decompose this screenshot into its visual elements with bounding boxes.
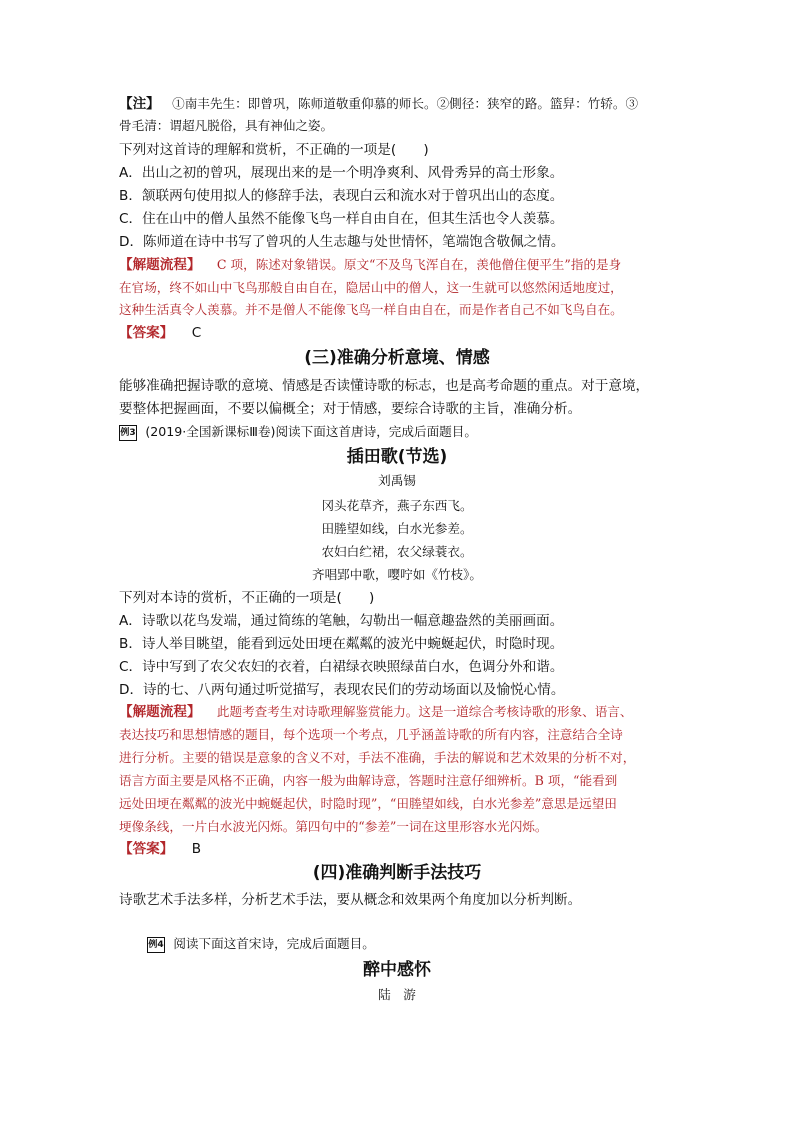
ex3-analysis-label: 【解题流程】 [119,704,201,720]
note-text-1: ①南丰先生：即曾巩，陈师道敬重仰慕的师长。②側径：狭窄的路。篮舁：竹轿。③ [172,96,639,111]
ex3-poem-title: 插田歌(节选) [346,447,448,467]
ex3-answer [119,839,201,859]
q1-analysis-line-1 [119,255,621,275]
q1-option-c: C．住在山中的僧人虽然不能像飞鸟一样自由自在，但其生活也令人羡慕。 [119,211,564,227]
ex4-prompt-line [147,934,375,954]
ex3-option-d: D．诗的七、八两句通过听觉描写，表现农民们的劳动场面以及愉悦心情。 [119,682,565,698]
ex3-prompt-line [119,422,477,442]
ex3-analysis-text-1: 此题考查考生对诗歌理解鉴赏能力。这是一道综合考核诗歌的形象、语言、 [216,704,633,719]
section3-intro-2: 要整体把握画面，不要以偏概全；对于情感，要综合诗歌的主旨，准确分析。 [119,401,582,417]
ex3-analysis-line-2: 表达技巧和思想情感的题目，每个选项一个考点，几乎涵盖诗歌的所有内容，注意结合全诗 [119,727,623,742]
ex3-prompt: (2019·全国新课标Ⅲ卷)阅读下面这首唐诗，完成后面题目。 [145,424,477,439]
ex3-tag: 例3 [119,425,137,441]
ex4-tag: 例4 [147,937,165,953]
ex3-poem-line-4: 齐唱郢中歌，嘤咛如《竹枝》。 [311,567,482,582]
ex3-poem-line-3: 农妇白纻裙，农父绿蓑衣。 [321,544,473,559]
q1-option-d: D．陈师道在诗中书写了曾巩的人生志趣与处世情怀，笔端饱含敬佩之情。 [119,234,565,250]
q1-analysis-label: 【解题流程】 [119,257,201,273]
q1-option-b: B．颔联两句使用拟人的修辞手法，表现白云和流水对于曾巩出山的态度。 [119,188,564,204]
note-label: 【注】 [119,96,160,112]
section4-title: (四)准确判断手法技巧 [312,863,482,883]
note-line-2: 骨毛清：谓超凡脱俗，具有神仙之姿。 [119,118,334,133]
ex3-analysis-line-3: 进行分析。主要的错误是意象的含义不对，手法不准确，手法的解说和艺术效果的分析不对， [119,750,636,765]
ex3-answer-value: B [191,841,202,857]
ex3-analysis-line-1 [119,702,632,722]
q1-answer [119,323,201,343]
ex4-author: 陆 游 [378,987,416,1002]
ex3-stem: 下列对本诗的赏析，不正确的一项是( ) [119,590,375,606]
q1-option-a: A．出山之初的曾巩，展现出来的是一个明净爽利、风骨秀异的高士形象。 [119,165,564,181]
q1-stem: 下列对这首诗的理解和赏析，不正确的一项是( ) [119,142,429,158]
ex3-analysis-line-6: 埂像条线，一片白水波光闪烁。第四句中的“参差”一词在这里形容水光闪烁。 [119,819,548,834]
q1-analysis-line-3: 这种生活真令人羡慕。并不是僧人不能像飞鸟一样自由自在，而是作者自己不如飞鸟自在。 [119,302,623,317]
section3-title: (三)准确分析意境、情感 [304,348,490,368]
ex3-option-b: B．诗人举目眺望，能看到远处田埂在粼粼的波光中蜿蜒起伏，时隐时现。 [119,636,564,652]
ex3-poem-line-1: 冈头花草齐，燕子东西飞。 [321,498,473,513]
ex3-analysis-line-4: 语言方面主要是风格不正确，内容一般为曲解诗意，答题时注意仔细辨析。B 项，“能看到 [119,773,618,788]
ex4-poem-title: 醉中感怀 [363,960,431,980]
section3-intro-1: 能够准确把握诗歌的意境、情感是否读懂诗歌的标志，也是高考命题的重点。对于意境， [119,378,650,394]
ex4-prompt: 阅读下面这首宋诗，完成后面题目。 [173,936,375,951]
ex3-option-a: A．诗歌以花鸟发端，通过简练的笔触，勾勒出一幅意趣盎然的美丽画面。 [119,613,564,629]
note-line-1 [119,94,638,114]
ex3-author: 刘禹锡 [378,473,416,488]
ex3-analysis-line-5: 远处田埂在粼粼的波光中蜿蜒起伏，时隐时现”，“田塍望如线，白水光参差”意思是远望田 [119,796,617,811]
q1-answer-label: 【答案】 [119,325,174,341]
q1-answer-value: C [191,325,202,341]
ex3-option-c: C．诗中写到了农父农妇的衣着，白裙绿衣映照绿苗白水，色调分外和谐。 [119,659,564,675]
q1-analysis-line-2: 在官场，终不如山中飞鸟那般自由自在，隐居山中的僧人，这一生就可以悠然闲适地度过， [119,280,623,295]
ex3-answer-label: 【答案】 [119,841,174,857]
ex3-poem-line-2: 田塍望如线，白水光参差。 [321,521,473,536]
section4-intro: 诗歌艺术手法多样，分析艺术手法，要从概念和效果两个角度加以分析判断。 [119,892,582,908]
q1-analysis-text-1: C 项，陈述对象错误。原文“不及鸟飞浑自在，羡他僧住便平生”指的是身 [216,257,622,272]
